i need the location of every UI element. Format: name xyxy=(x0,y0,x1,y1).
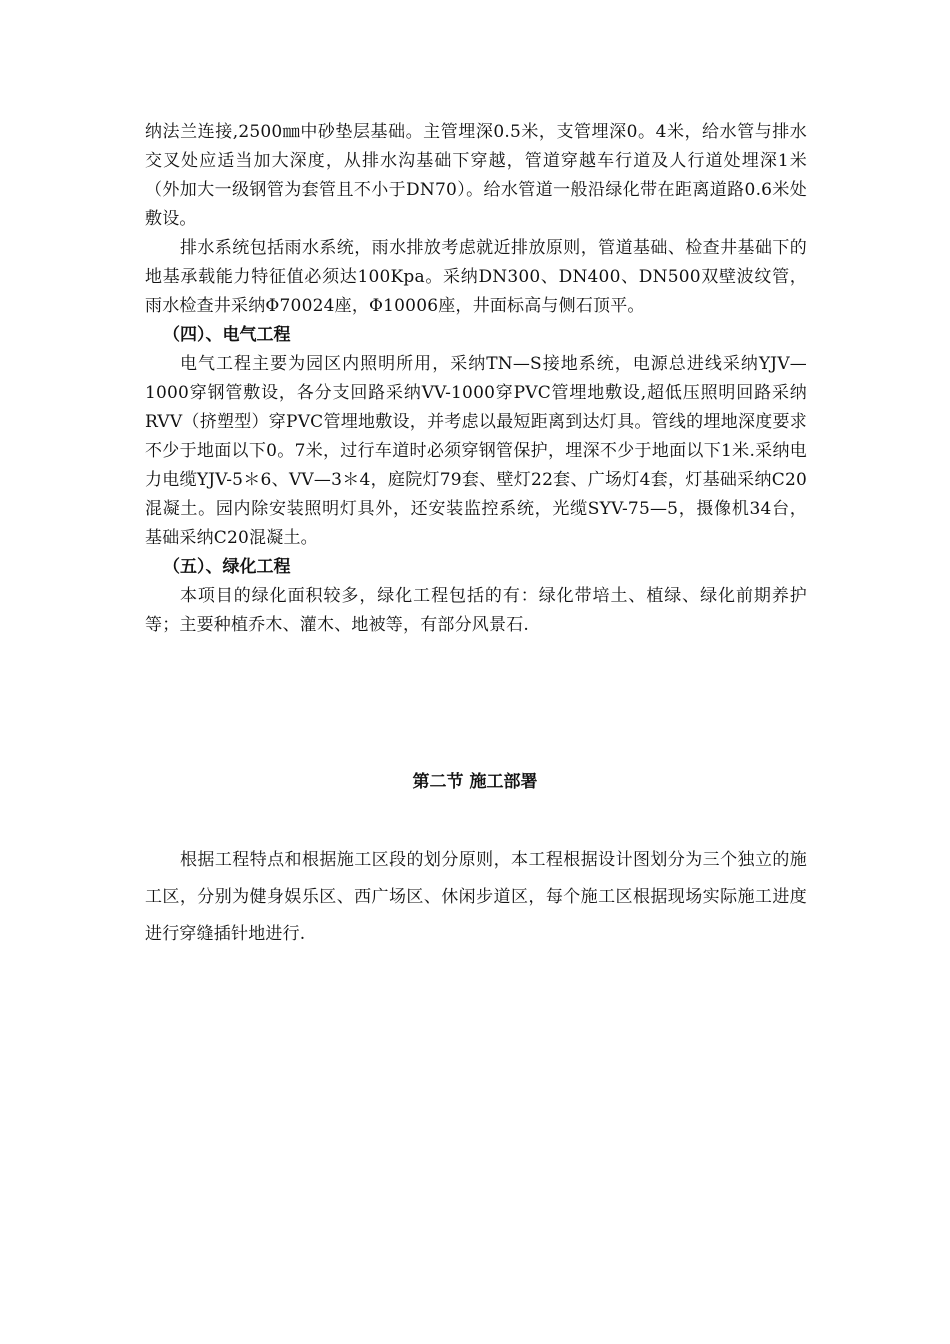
paragraph-greening: 本项目的绿化面积较多，绿化工程包括的有：绿化带培土、植绿、绿化前期养护等；主要种植乔木、灌木、地被等，有部分风景石. xyxy=(145,586,807,635)
heading-greening: （五）、绿化工程 xyxy=(163,557,291,577)
upper-text-block xyxy=(145,118,807,640)
paragraph-electrical: 电气工程主要为园区内照明所用，采纳TN—S接地系统，电源总进线采纳YJV—1000穿钢管敷设，各分支回路采纳VV-1000穿PVC管埋地敷设,超低压照明回路采纳RVV（挤塑型）穿PVC管埋地敷设，并考虑以最短距离到达灯具。管线的埋地深度要求不少于地面以下0。7米，过行车道时必须穿钢管保护，埋深不少于地面以下1米.采纳电力电缆YJV-5＊6、VV—3＊4，庭院灯79套、壁灯22套、广场灯4套，灯基础采纳C20混凝土。园内除安装照明灯具外，还安装监控系统，光缆SYV-75—5，摄像机34台，基础采纳C20混凝土。 xyxy=(145,354,807,548)
paragraph-deployment: 根据工程特点和根据施工区段的划分原则，本工程根据设计图划分为三个独立的施工区，分别为健身娱乐区、西广场区、休闲步道区，每个施工区根据现场实际施工进度进行穿缝插针地进行. xyxy=(145,850,807,944)
paragraph-drainage: 排水系统包括雨水系统，雨水排放考虑就近排放原则，管道基础、检查井基础下的地基承载能力特征值必须达100Kpa。采纳DN300、DN400、DN500双壁波纹管，雨水检查井采纳Φ70024座，Φ10006座，井面标高与侧石顶平。 xyxy=(145,238,807,316)
heading-electrical: （四）、电气工程 xyxy=(163,325,291,345)
paragraph-water-supply: 纳法兰连接,2500㎜中砂垫层基础。主管埋深0.5米，支管埋深0。4米，给水管与排水交叉处应适当加大深度，从排水沟基础下穿越，管道穿越车行道及人行道处埋深1米（外加大一级钢管为套管且不小于DN70）。给水管道一般沿绿化带在距离道路0.6米处敷设。 xyxy=(145,122,807,229)
section-title: 第二节 施工部署 xyxy=(412,772,538,792)
lower-text-block xyxy=(145,842,807,953)
